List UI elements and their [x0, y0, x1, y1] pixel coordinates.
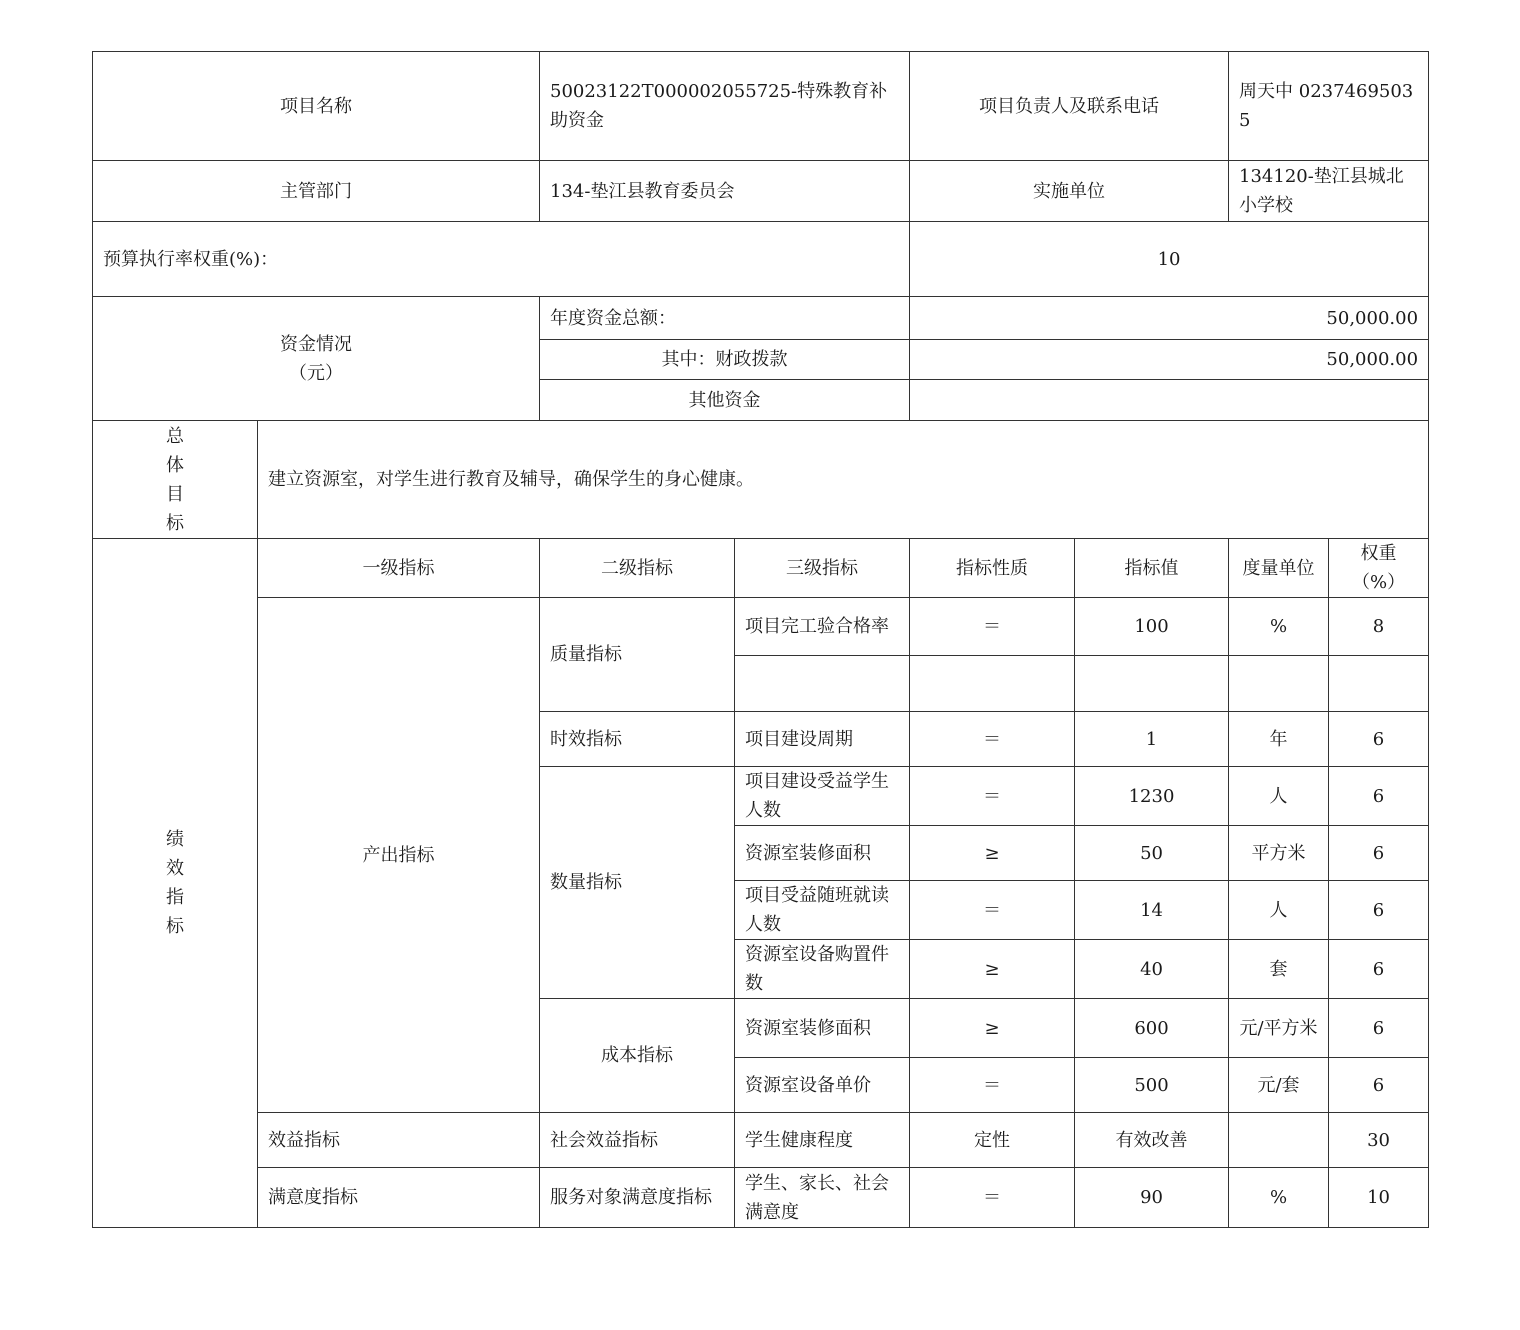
impl-unit-label: 实施单位 — [910, 161, 1229, 222]
perf-label-char: 指 — [166, 887, 184, 908]
header-level3: 三级指标 — [735, 539, 910, 598]
indicator-name: 项目建设周期 — [735, 712, 910, 767]
indicator-weight: 6 — [1329, 767, 1429, 826]
impl-unit-value: 134120-垫江县城北小学校 — [1229, 161, 1429, 222]
indicator-name: 资源室装修面积 — [735, 826, 910, 881]
header-nature: 指标性质 — [910, 539, 1075, 598]
header-level1: 一级指标 — [258, 539, 540, 598]
indicator-unit: % — [1229, 598, 1329, 656]
indicator-unit: 元/套 — [1229, 1058, 1329, 1113]
indicator-value: 500 — [1075, 1058, 1229, 1113]
indicator-value: 600 — [1075, 999, 1229, 1058]
indicator-name: 学生、家长、社会满意度 — [735, 1168, 910, 1228]
indicator-unit: 人 — [1229, 767, 1329, 826]
dept-label: 主管部门 — [93, 161, 540, 222]
funds-label-line2: （元） — [289, 362, 343, 384]
goal-label-char: 标 — [166, 512, 184, 534]
funds-label — [93, 297, 540, 421]
indicator-nature: ＝ — [910, 767, 1075, 826]
satisfaction-indicator-label: 满意度指标 — [258, 1168, 540, 1228]
budget-weight-value: 10 — [910, 222, 1429, 297]
goal-label-char: 体 — [166, 454, 184, 476]
quality-indicator-label: 质量指标 — [540, 598, 735, 712]
funds-fiscal-value: 50,000.00 — [910, 340, 1429, 380]
perf-label-char: 标 — [166, 916, 184, 937]
indicator-name: 学生健康程度 — [735, 1113, 910, 1168]
indicator-value: 1 — [1075, 712, 1229, 767]
funds-fiscal-label: 其中：财政拨款 — [540, 340, 910, 380]
indicator-weight: 8 — [1329, 598, 1429, 656]
funds-label-line1: 资金情况 — [280, 333, 352, 355]
indicator-nature: ≥ — [910, 940, 1075, 999]
indicator-unit: 人 — [1229, 881, 1329, 940]
indicator-unit: 平方米 — [1229, 826, 1329, 881]
indicator-name: 项目受益随班就读人数 — [735, 881, 910, 940]
goal-label — [93, 421, 258, 539]
indicator-unit: % — [1229, 1168, 1329, 1228]
goal-text: 建立资源室，对学生进行教育及辅导，确保学生的身心健康。 — [258, 421, 1429, 539]
social-benefit-label: 社会效益指标 — [540, 1113, 735, 1168]
indicator-name: 项目完工验合格率 — [735, 598, 910, 656]
performance-target-table — [92, 51, 1429, 1228]
indicator-name: 资源室设备购置件数 — [735, 940, 910, 999]
funds-other-label: 其他资金 — [540, 380, 910, 421]
indicator-value: 40 — [1075, 940, 1229, 999]
indicator-unit — [1229, 656, 1329, 712]
goal-label-char: 目 — [166, 483, 184, 505]
indicator-weight: 30 — [1329, 1113, 1429, 1168]
indicator-weight: 6 — [1329, 999, 1429, 1058]
header-unit: 度量单位 — [1229, 539, 1329, 598]
project-owner-label: 项目负责人及联系电话 — [910, 52, 1229, 161]
project-name-value: 50023122T000002055725-特殊教育补助资金 — [540, 52, 910, 161]
indicator-unit: 套 — [1229, 940, 1329, 999]
perf-label-char: 绩 — [166, 829, 184, 850]
header-value: 指标值 — [1075, 539, 1229, 598]
indicator-nature: ≥ — [910, 999, 1075, 1058]
indicator-value — [1075, 656, 1229, 712]
funds-total-label: 年度资金总额： — [540, 297, 910, 340]
project-name-label: 项目名称 — [93, 52, 540, 161]
indicator-nature — [910, 656, 1075, 712]
indicator-nature: ＝ — [910, 712, 1075, 767]
indicator-nature: 定性 — [910, 1113, 1075, 1168]
project-owner-value: 周天中 02374695035 — [1229, 52, 1429, 161]
budget-weight-label: 预算执行率权重(%)： — [93, 222, 910, 297]
indicator-nature: ≥ — [910, 826, 1075, 881]
indicator-nature: ＝ — [910, 881, 1075, 940]
dept-value: 134-垫江县教育委员会 — [540, 161, 910, 222]
indicator-weight — [1329, 656, 1429, 712]
indicator-name: 资源室装修面积 — [735, 999, 910, 1058]
goal-label-char: 总 — [166, 425, 184, 447]
indicator-unit: 年 — [1229, 712, 1329, 767]
indicator-weight: 6 — [1329, 826, 1429, 881]
output-indicator-label: 产出指标 — [258, 598, 540, 1113]
indicator-weight: 6 — [1329, 1058, 1429, 1113]
indicator-nature: ＝ — [910, 1168, 1075, 1228]
indicator-name: 项目建设受益学生人数 — [735, 767, 910, 826]
indicator-value: 1230 — [1075, 767, 1229, 826]
indicator-nature: ＝ — [910, 598, 1075, 656]
funds-other-value — [910, 380, 1429, 421]
perf-label-char: 效 — [166, 858, 184, 879]
benefit-indicator-label: 效益指标 — [258, 1113, 540, 1168]
indicator-weight: 10 — [1329, 1168, 1429, 1228]
cost-indicator-label: 成本指标 — [540, 999, 735, 1113]
service-satisfaction-label: 服务对象满意度指标 — [540, 1168, 735, 1228]
indicator-unit: 元/平方米 — [1229, 999, 1329, 1058]
time-indicator-label: 时效指标 — [540, 712, 735, 767]
quantity-indicator-label: 数量指标 — [540, 767, 735, 999]
indicator-value: 90 — [1075, 1168, 1229, 1228]
header-level2: 二级指标 — [540, 539, 735, 598]
indicator-value: 14 — [1075, 881, 1229, 940]
indicator-value: 50 — [1075, 826, 1229, 881]
indicator-weight: 6 — [1329, 712, 1429, 767]
funds-total-value: 50,000.00 — [910, 297, 1429, 340]
indicator-nature: ＝ — [910, 1058, 1075, 1113]
indicator-unit — [1229, 1113, 1329, 1168]
indicator-value: 有效改善 — [1075, 1113, 1229, 1168]
indicator-name: 资源室设备单价 — [735, 1058, 910, 1113]
indicator-weight: 6 — [1329, 940, 1429, 999]
indicator-name — [735, 656, 910, 712]
perf-label — [93, 539, 258, 1228]
indicator-value: 100 — [1075, 598, 1229, 656]
header-weight: 权重（%） — [1329, 539, 1429, 598]
indicator-weight: 6 — [1329, 881, 1429, 940]
